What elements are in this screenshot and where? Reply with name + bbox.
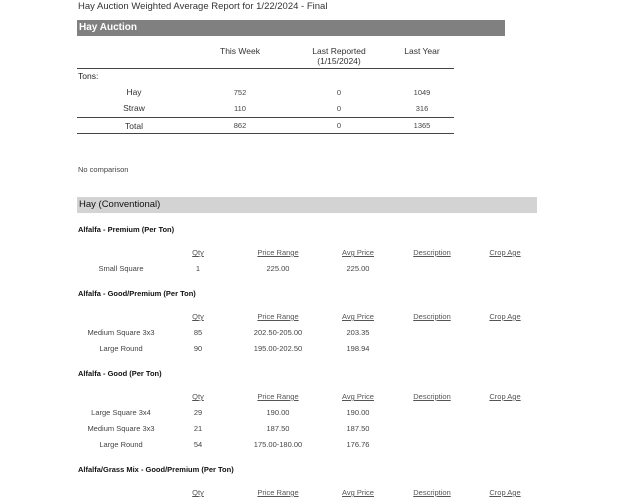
row-avg-price: 198.94 — [346, 344, 370, 353]
row-price-range: 190.00 — [266, 408, 290, 417]
col-header-description: Description — [413, 392, 451, 401]
summary-straw-last-year: 316 — [415, 104, 429, 113]
summary-hay-last-reported: 0 — [336, 88, 342, 97]
section-bar-hay-auction — [77, 20, 505, 36]
row-avg-price: 187.50 — [346, 424, 370, 433]
row-price-range: 202.50-205.00 — [253, 328, 303, 337]
col-header-qty: Qty — [192, 312, 204, 321]
summary-total-last-reported: 0 — [336, 121, 342, 130]
col-header-avg-price: Avg Price — [342, 312, 374, 321]
section-title: Hay Auction — [79, 22, 137, 33]
row-price-range: 225.00 — [266, 264, 290, 273]
col-header-crop-age: Crop Age — [489, 392, 521, 401]
summary-bottom-rule — [77, 133, 454, 134]
row-avg-price: 190.00 — [346, 408, 370, 417]
col-header-qty: Qty — [192, 248, 204, 257]
row-qty: 21 — [193, 424, 203, 433]
row-price-range: 195.00-202.50 — [253, 344, 303, 353]
group-title: Alfalfa - Premium (Per Ton) — [78, 225, 175, 234]
summary-total-this-week: 862 — [233, 121, 247, 130]
row-qty: 54 — [193, 440, 203, 449]
group-title: Alfalfa - Good (Per Ton) — [78, 369, 162, 378]
col-header-description: Description — [413, 488, 451, 497]
tons-label: Tons: — [78, 71, 99, 81]
summary-row-label: Total — [125, 121, 143, 131]
report-title: Hay Auction Weighted Average Report for 1/22/2024 - Final — [78, 1, 328, 12]
col-header-crop-age: Crop Age — [489, 488, 521, 497]
col-header-last-reported-date: (1/15/2024) — [317, 56, 361, 66]
summary-total-rule — [77, 117, 454, 118]
col-header-crop-age: Crop Age — [489, 312, 521, 321]
row-qty: 85 — [193, 328, 203, 337]
group-title: Alfalfa/Grass Mix - Good/Premium (Per Ton) — [78, 465, 234, 474]
summary-hay-last-year: 1049 — [413, 88, 431, 97]
col-header-price-range: Price Range — [257, 488, 299, 497]
col-header-last-year: Last Year — [404, 46, 440, 56]
row-avg-price: 203.35 — [346, 328, 370, 337]
col-header-last-reported: Last Reported — [312, 46, 366, 56]
col-header-avg-price: Avg Price — [342, 488, 374, 497]
row-type: Large Square 3x4 — [91, 408, 151, 417]
section-bar-hay-conventional — [77, 197, 537, 213]
row-qty: 29 — [193, 408, 203, 417]
row-type: Medium Square 3x3 — [87, 424, 155, 433]
summary-row-label: Hay — [126, 87, 142, 97]
col-header-qty: Qty — [192, 392, 204, 401]
col-header-description: Description — [413, 248, 451, 257]
row-avg-price: 225.00 — [346, 264, 370, 273]
row-type: Medium Square 3x3 — [87, 328, 155, 337]
col-header-avg-price: Avg Price — [342, 248, 374, 257]
row-qty: 1 — [195, 264, 201, 273]
row-type: Small Square — [98, 264, 144, 273]
row-type: Large Round — [99, 440, 143, 449]
col-header-crop-age: Crop Age — [489, 248, 521, 257]
subsection-title: Hay (Conventional) — [79, 199, 161, 210]
summary-row-label: Straw — [123, 103, 145, 113]
row-type: Large Round — [99, 344, 143, 353]
col-header-this-week: This Week — [220, 46, 260, 56]
row-qty: 90 — [193, 344, 203, 353]
summary-straw-last-reported: 0 — [336, 104, 342, 113]
row-price-range: 175.00-180.00 — [253, 440, 303, 449]
summary-header-rule — [77, 68, 454, 69]
summary-straw-this-week: 110 — [234, 104, 246, 113]
col-header-price-range: Price Range — [257, 248, 299, 257]
row-avg-price: 176.76 — [346, 440, 370, 449]
no-comparison-note: No comparison — [78, 165, 129, 174]
col-header-description: Description — [413, 312, 451, 321]
col-header-price-range: Price Range — [257, 392, 299, 401]
col-header-price-range: Price Range — [257, 312, 299, 321]
row-price-range: 187.50 — [266, 424, 290, 433]
col-header-avg-price: Avg Price — [342, 392, 374, 401]
summary-total-last-year: 1365 — [413, 121, 431, 130]
group-title: Alfalfa - Good/Premium (Per Ton) — [78, 289, 196, 298]
col-header-qty: Qty — [192, 488, 204, 497]
summary-hay-this-week: 752 — [233, 88, 247, 97]
